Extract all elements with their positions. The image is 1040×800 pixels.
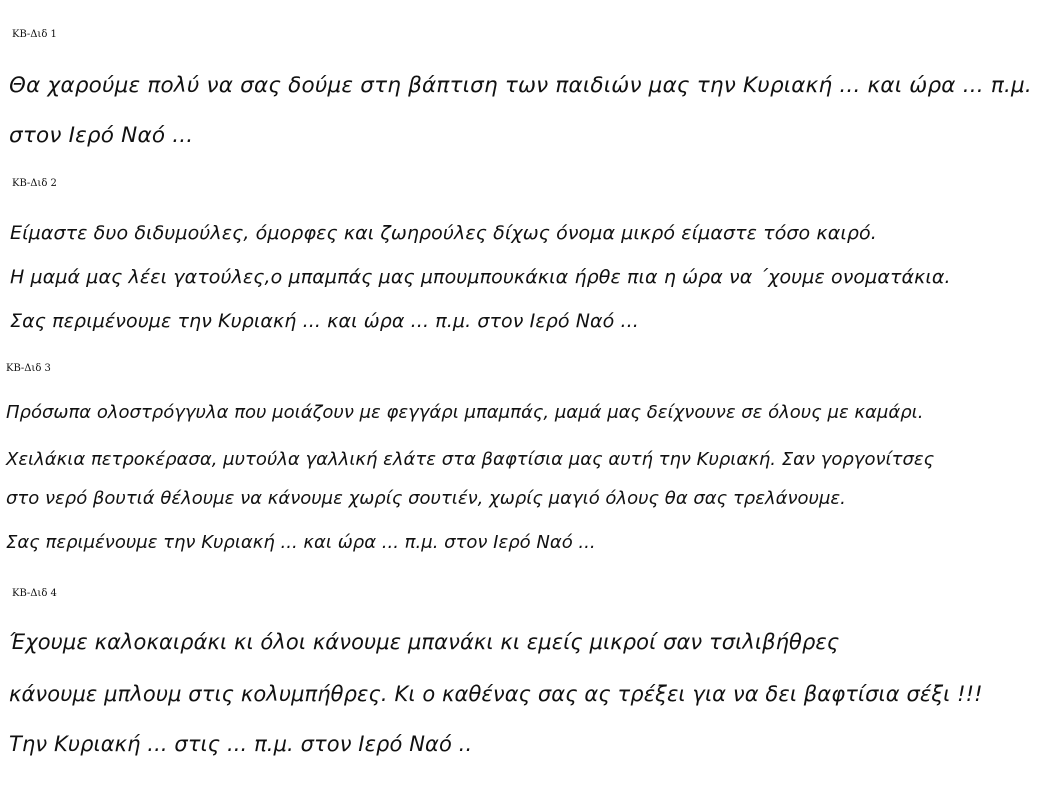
text-line: Πρόσωπα ολοστρόγγυλα που μοιάζουν με φεγγάρι μπαμπάς, μαμά μας δείχνουνε σε όλους με καμάρι. <box>6 402 924 423</box>
block-heading: ΚΒ-Διδ 1 <box>12 29 57 40</box>
text-line: Την Κυριακή ... στις ... π.μ. στον Ιερό Ναό .. <box>9 732 473 756</box>
text-line: Έχουμε καλοκαιράκι κι όλοι κάνουμε μπανάκι κι εμείς μικροί σαν τσιλιβήθρες <box>9 630 840 654</box>
text-line: Είμαστε δυο διδυμούλες, όμορφες και ζωηρούλες δίχως όνομα μικρό είμαστε τόσο καιρό. <box>10 222 877 244</box>
invitation-block-3 <box>0 363 1040 553</box>
text-line: κάνουμε μπλουμ στις κολυμπήθρες. Κι ο καθένας σας ας τρέξει για να δει βαφτίσια σέξι !!! <box>9 682 983 706</box>
text-line: Θα χαρούμε πολύ να σας δούμε στη βάπτιση των παιδιών μας την Κυριακή ... και ώρα ... π.μ. <box>9 73 1032 98</box>
invitation-block-4 <box>0 588 1040 756</box>
text-line: Σας περιμένουμε την Κυριακή ... και ώρα ... π.μ. στον Ιερό Ναό ... <box>6 532 596 553</box>
text-line: στο νερό βουτιά θέλουμε να κάνουμε χωρίς σουτιέν, χωρίς μαγιό όλους θα σας τρελάνουμε. <box>6 488 846 509</box>
block-heading: ΚΒ-Διδ 2 <box>12 178 57 189</box>
text-line: στον Ιερό Ναό ... <box>9 123 194 148</box>
invitation-block-1 <box>0 29 1040 148</box>
text-line: Η μαμά μας λέει γατούλες,ο μπαμπάς μας μπουμπουκάκια ήρθε πια η ώρα να ΄χουμε ονοματάκια. <box>10 266 951 288</box>
block-heading: ΚΒ-Διδ 3 <box>6 363 51 374</box>
invitation-block-2 <box>0 178 1040 332</box>
block-heading: ΚΒ-Διδ 4 <box>12 588 57 599</box>
text-line: Χειλάκια πετροκέρασα, μυτούλα γαλλική ελάτε στα βαφτίσια μας αυτή την Κυριακή. Σαν γοργονίτσες <box>6 449 935 470</box>
text-line: Σας περιμένουμε την Κυριακή ... και ώρα ... π.μ. στον Ιερό Ναό ... <box>10 310 639 332</box>
